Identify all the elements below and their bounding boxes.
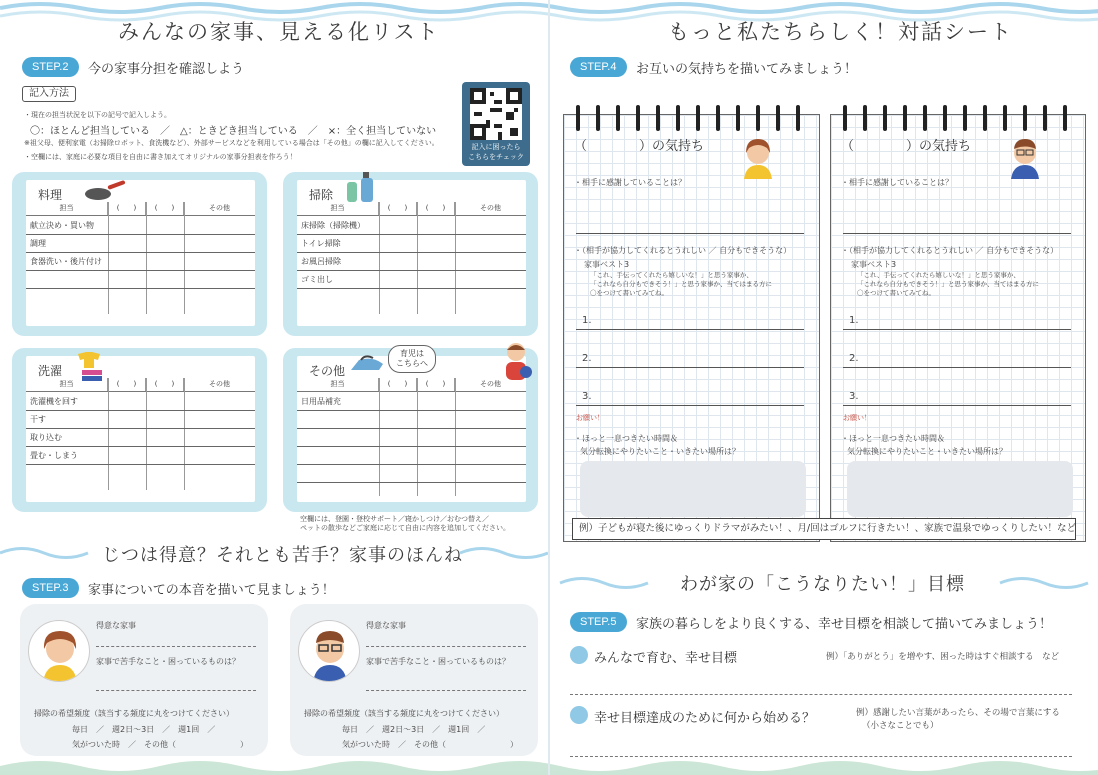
notebook-b: （ ）の気持ち ・相手に感謝していることは？ ・（相手が協力してくれるとうれしい ／ 自分もできそうな） 家事ベスト3 「これ、手伝ってくれたら嬉しいな！」と思う家事か、 「これなら自分もできそう！」と思う家事か、当てはまる方に 〇をつけて書いてみてね。 1. 2. 3. お願い！ ・ほっと一息つきたい時間＆ 気分転換にやりたいこと・いきたい場所は？	[830, 114, 1086, 542]
cooking-table-head: 担当 ( ) ( ) その他	[26, 202, 255, 216]
good-chores-label: 得意な家事	[366, 621, 406, 630]
goal2-bullet-icon	[570, 706, 588, 724]
table-row[interactable]	[26, 271, 255, 289]
cooking-table	[26, 180, 255, 326]
answer-line[interactable]	[843, 329, 1071, 330]
feelings-heading[interactable]: （ ）の気持ち	[841, 139, 972, 154]
qr-code-card[interactable]	[462, 82, 530, 166]
table-row[interactable]	[297, 465, 526, 483]
table-row[interactable]	[26, 465, 255, 483]
table-row[interactable]	[26, 289, 255, 307]
others-note-2: ペットの散歩などご家庭に応じて自由に内容を追加してください。	[300, 524, 510, 532]
answer-box[interactable]	[580, 461, 806, 517]
howto-symbols: 〇：ほとんど担当している ／ △：ときどき担当している ／ ×：全く担当していない	[30, 126, 437, 137]
table-row[interactable]	[297, 447, 526, 465]
cleaning-table: 掃除 担当 ( ) ( ) その他 床掃除（掃除機） トイレ掃除 お風呂掃除 ゴミ出し	[297, 180, 526, 326]
cleaning-title: 掃除	[309, 188, 334, 202]
goal1-label: みんなで育む、幸せ目標	[594, 651, 738, 666]
right-page-title: もっと私たちらしく！対話シート	[668, 20, 1013, 44]
table-row[interactable]: 干す	[26, 411, 255, 429]
step3-heading: 家事についての本音を描いて見ましょう！	[88, 583, 335, 598]
frequency-label: 掃除の希望頻度（該当する頻度に丸をつけてください）	[304, 709, 504, 718]
spray-bottle-icon	[341, 170, 381, 204]
table-row[interactable]: お風呂掃除	[297, 253, 526, 271]
others-note-1: 空欄には、登園・登校サポート／寝かしつけ／おむつ替え／	[300, 515, 489, 523]
answer-line[interactable]	[576, 329, 804, 330]
laundry-table: 洗濯 担当 ( ) ( ) その他 洗濯機を回す 干す 取り込む 畳む・しまう	[26, 356, 255, 502]
howto-line1: ・現在の担当状況を以下の記号で記入しよう。	[24, 111, 171, 119]
woman-avatar	[738, 137, 778, 179]
frequency-options-2[interactable]: 気がついた時 ／ その他（ ）	[72, 740, 248, 749]
honne-title: じつは得意？それとも苦手？家事のほんね	[102, 545, 463, 566]
table-row[interactable]	[297, 411, 526, 429]
laundry-box	[12, 348, 267, 512]
table-row[interactable]: 食器洗い・後片付け	[26, 253, 255, 271]
table-row[interactable]	[297, 483, 526, 501]
good-chores-line[interactable]	[366, 646, 526, 647]
frequency-options-2[interactable]: 気がついた時 ／ その他（ ）	[342, 740, 518, 749]
step4-pill: STEP.4	[570, 57, 627, 77]
qr-caption-2: こちらをチェック	[468, 153, 524, 161]
frequency-options-1[interactable]: 毎日 ／ 週2日〜3日 ／ 週1回 ／	[72, 725, 216, 734]
frying-pan-icon	[82, 180, 128, 202]
honne-card-b	[290, 604, 538, 756]
table-row[interactable]: ゴミ出し	[297, 271, 526, 289]
table-row[interactable]: 洗濯機を回す	[26, 393, 255, 411]
bad-chores-line[interactable]	[96, 690, 256, 691]
frequency-options-1[interactable]: 毎日 ／ 週2日〜3日 ／ 週1回 ／	[342, 725, 486, 734]
cooking-box	[12, 172, 267, 336]
good-chores-line[interactable]	[96, 646, 256, 647]
step2-pill: STEP.2	[22, 57, 79, 77]
thanks-question: ・相手に感謝していることは？	[841, 178, 953, 187]
howto-note: ※祖父母、便利家電（お掃除ロボット、食洗機など）、外部サービスなどを利用している場合は「その他」の欄に記入してください。	[24, 139, 439, 147]
table-row[interactable]: 日用品補充	[297, 393, 526, 411]
cooking-title: 料理	[38, 188, 63, 202]
answer-line[interactable]	[843, 367, 1071, 368]
left-page-title: みんなの家事、見える化リスト	[118, 20, 440, 44]
goal2-example-2: （小さなことでも）	[862, 721, 939, 731]
table-row[interactable]: 床掃除（掃除機）	[297, 217, 526, 235]
woman-avatar	[28, 620, 90, 682]
howto-line4: ・空欄には、家庭に必要な項目を自由に書き加えてオリジナルの家事分担表を作ろう！	[24, 153, 297, 161]
answer-line[interactable]	[843, 233, 1071, 234]
bad-chores-label: 家事で苦手なこと・困っているものは？	[366, 657, 510, 666]
table-row[interactable]: 献立決め・買い物	[26, 217, 255, 235]
table-row[interactable]	[297, 429, 526, 447]
man-avatar	[1005, 137, 1045, 179]
step4-heading: お互いの気持ちを描いてみましょう！	[636, 62, 858, 77]
cleaning-box	[283, 172, 538, 336]
step2-heading: 今の家事分担を確認しよう	[88, 62, 245, 77]
iron-icon	[349, 354, 385, 374]
howto-label: 記入方法	[22, 86, 76, 102]
goal2-label: 幸せ目標達成のために何から始める？	[594, 711, 816, 726]
thanks-question: ・相手に感謝していることは？	[574, 178, 686, 187]
honne-card-a	[20, 604, 268, 756]
answer-line[interactable]	[576, 233, 804, 234]
notebook-a: （ ）の気持ち ・相手に感謝していることは？ ・（相手が協力してくれるとうれしい ／ 自分もできそうな） 家事ベスト3 「これ、手伝ってくれたら嬉しいな！」と思う家事か、 「これなら自分もできそう！」と思う家事か、当てはまる方に 〇をつけて書いてみてね。 1. 2. 3. お願い！ ・ほっと一息つきたい時間＆ 気分転換にやりたいこと・いきたい場所は？	[563, 114, 820, 542]
onegai-tag: お願い！	[576, 414, 604, 422]
best3-question: ・（相手が協力してくれるとうれしい ／ 自分もできそうな）	[841, 246, 1059, 255]
goal1-example: 例）「ありがとう」を増やす、困った時はすぐ相談する など	[826, 652, 1060, 662]
qr-caption-1: 記入に困ったら	[471, 143, 521, 151]
child-icon	[498, 340, 536, 384]
table-row[interactable]: トイレ掃除	[297, 235, 526, 253]
best3-label: 家事ベスト3	[851, 260, 897, 269]
goal2-answer-line[interactable]	[570, 756, 1072, 757]
best3-label: 家事ベスト3	[584, 260, 630, 269]
onegai-tag: お願い！	[843, 414, 871, 422]
man-avatar	[298, 620, 360, 682]
page-divider	[548, 0, 550, 775]
childcare-bubble[interactable]: 育児は こちらへ	[388, 345, 436, 373]
answer-line[interactable]	[843, 405, 1071, 406]
laundry-title: 洗濯	[38, 364, 63, 378]
good-chores-label: 得意な家事	[96, 621, 136, 630]
bad-chores-label: 家事で苦手なこと・困っているものは？	[96, 657, 240, 666]
goal1-answer-line[interactable]	[570, 694, 1072, 695]
answer-line[interactable]	[576, 405, 804, 406]
goal-title: わが家の「こうなりたい！」目標	[680, 574, 965, 595]
others-table: その他 担当 ( ) ( ) その他 日用品補充	[297, 356, 526, 502]
table-row[interactable]: 調理	[26, 235, 255, 253]
step5-heading: 家族の暮らしをより良くする、幸せ目標を相談して描いてみましょう！	[636, 617, 1053, 632]
bad-chores-line[interactable]	[366, 690, 526, 691]
others-title: その他	[309, 364, 346, 378]
step3-pill: STEP.3	[22, 578, 79, 598]
feelings-heading[interactable]: （ ）の気持ち	[574, 139, 705, 154]
goal2-example-1: 例）感謝したい言葉があったら、その場で言葉にする	[856, 708, 1060, 718]
qr-code-icon	[470, 88, 522, 140]
step5-pill: STEP.5	[570, 612, 627, 632]
table-row[interactable]	[297, 289, 526, 307]
answer-box[interactable]	[847, 461, 1073, 517]
best3-question: ・（相手が協力してくれるとうれしい ／ 自分もできそうな）	[574, 246, 792, 255]
example-box: 例）子どもが寝た後にゆっくりドラマがみたい！、月/回はゴルフに行きたい！、家族で温泉でゆっくりしたい！など	[572, 518, 1076, 540]
table-row[interactable]: 取り込む	[26, 429, 255, 447]
answer-line[interactable]	[576, 367, 804, 368]
goal1-bullet-icon	[570, 646, 588, 664]
frequency-label: 掃除の希望頻度（該当する頻度に丸をつけてください）	[34, 709, 234, 718]
table-row[interactable]: 畳む・しまう	[26, 447, 255, 465]
